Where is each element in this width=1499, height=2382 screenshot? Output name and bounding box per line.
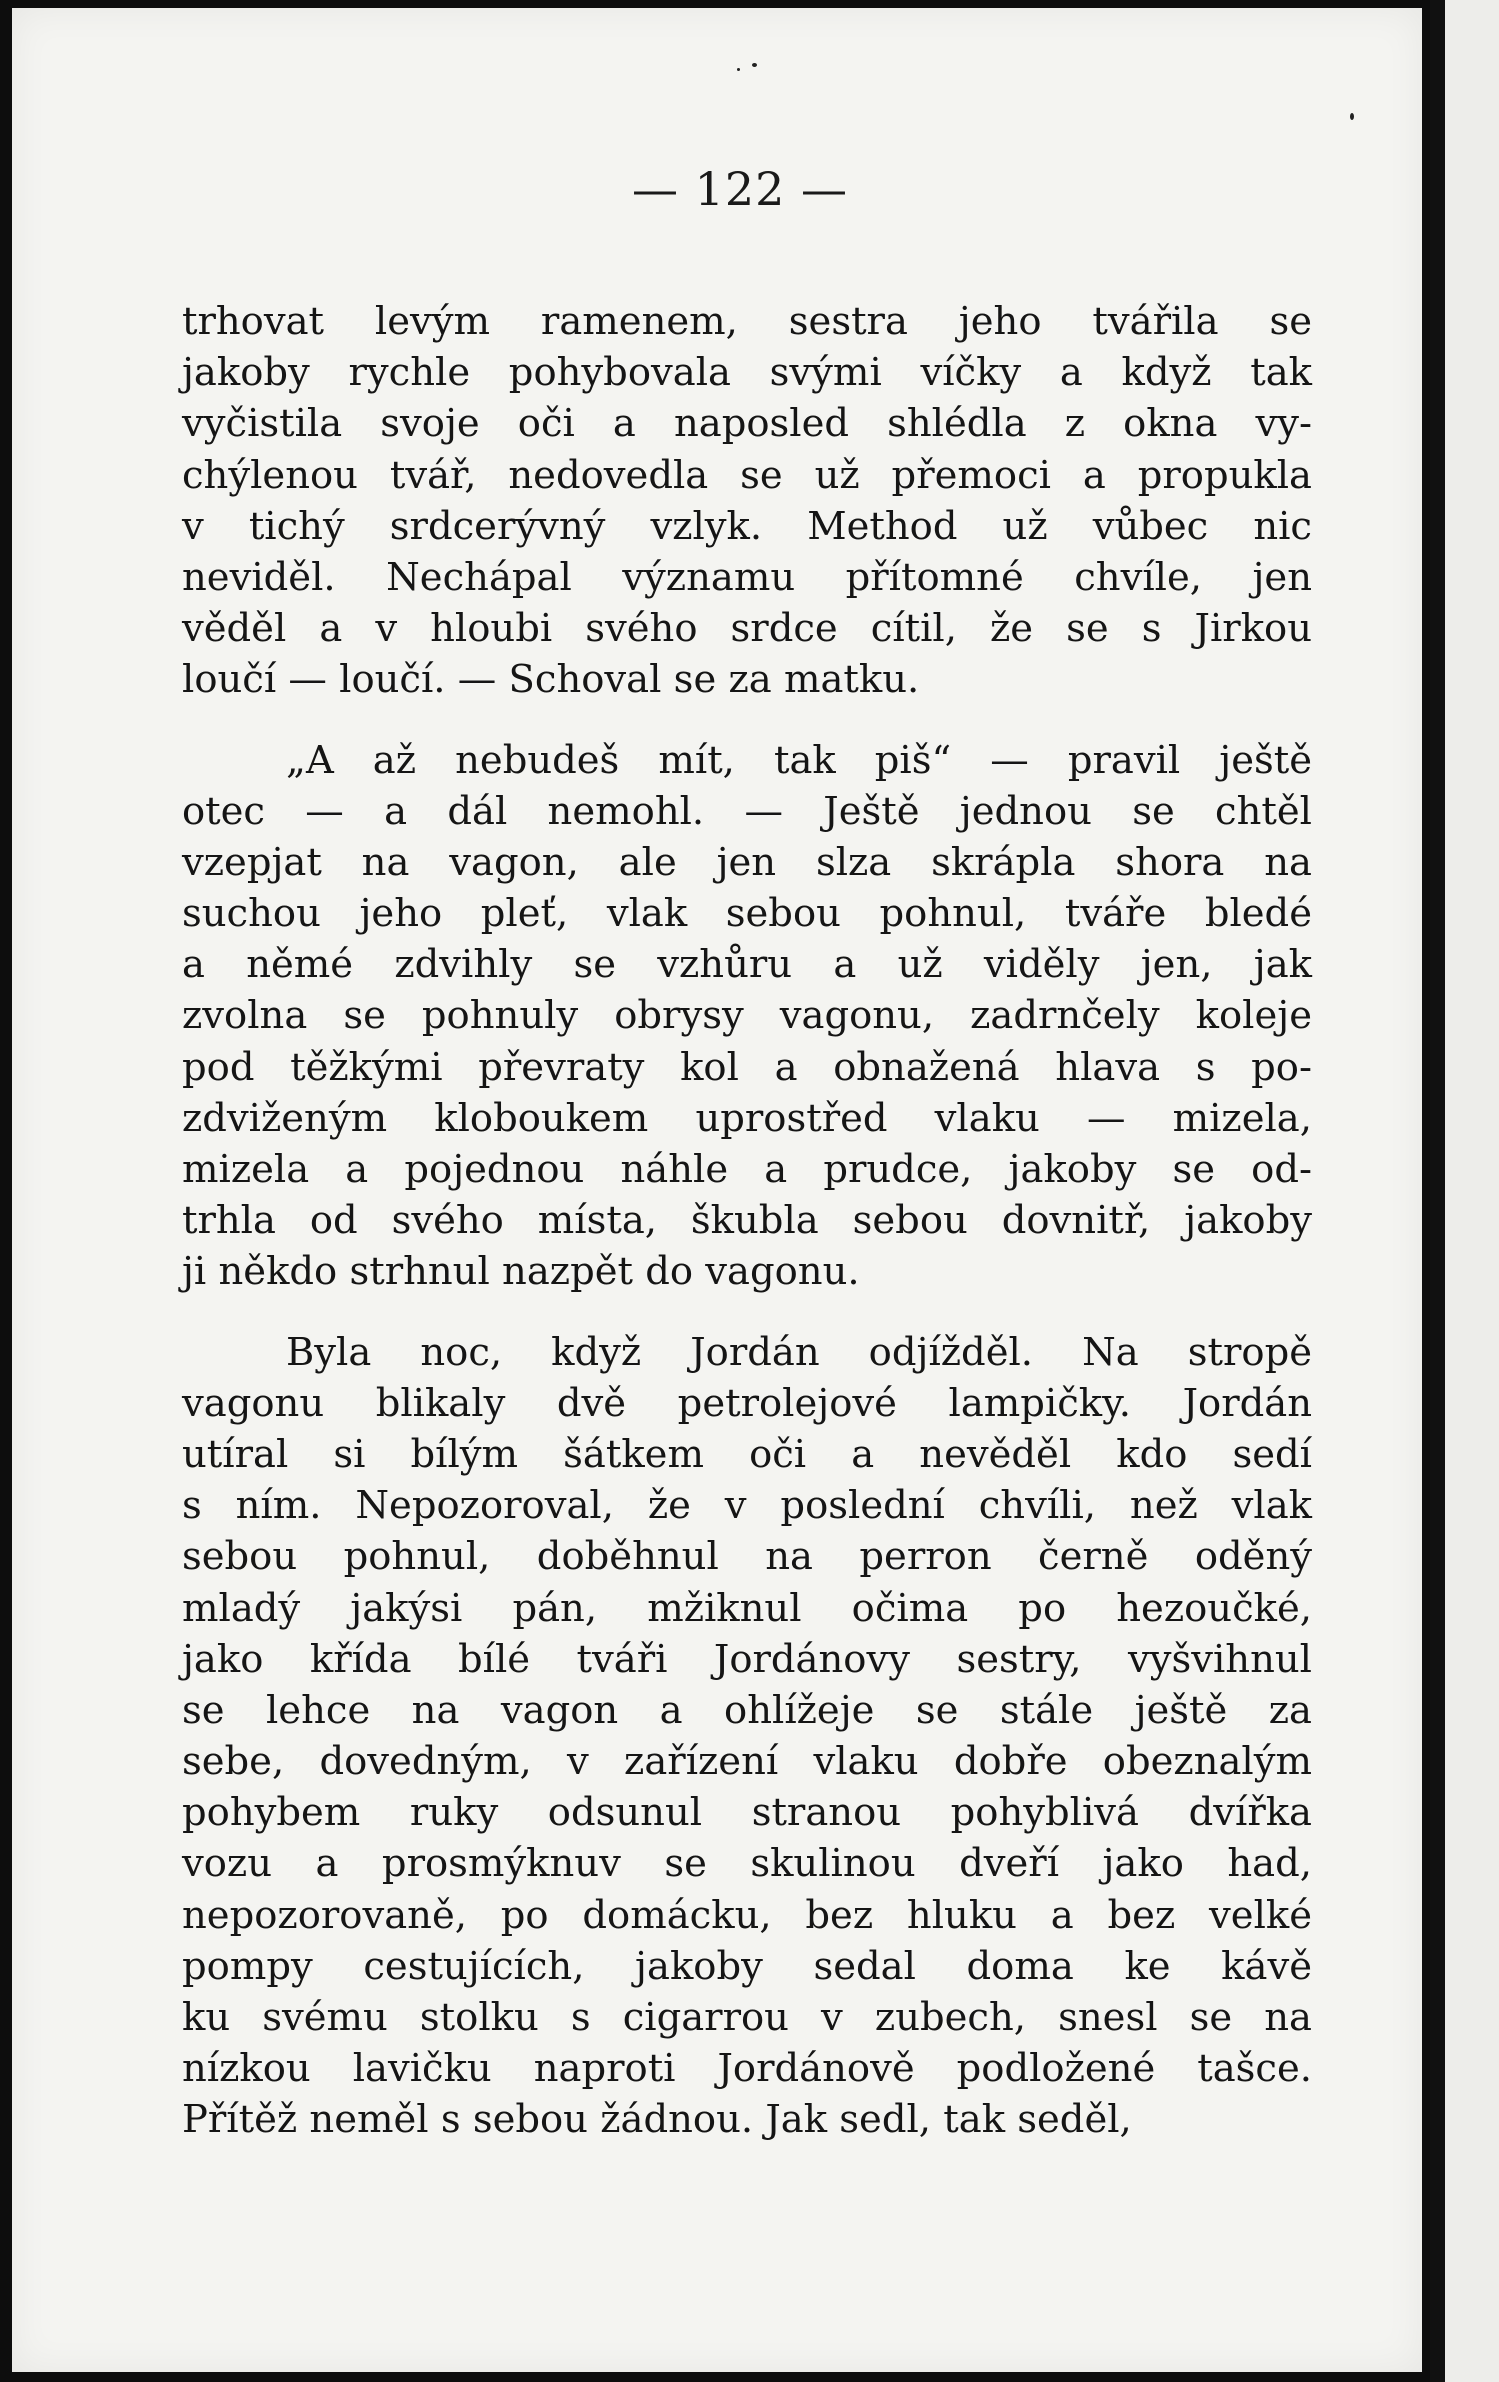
text-line: Přítěž neměl s sebou žádnou. Jak sedl, tak seděl,	[182, 2097, 1132, 2143]
text-line: a němé zdvihly se vzhůru a už viděly jen, jak	[182, 942, 1312, 988]
text-line: sebou pohnul, doběhnul na perron černě oděný	[182, 1534, 1312, 1580]
text-line: věděl a v hloubi svého srdce cítil, že se s Jirkou	[182, 606, 1312, 652]
text-line: v tichý srdcerývný vzlyk. Method už vůbec nic	[182, 503, 1312, 549]
text-line: se lehce na vagon a ohlížeje se stále ještě za	[182, 1687, 1312, 1733]
text-line: ji někdo strhnul nazpět do vagonu.	[182, 1249, 860, 1295]
text-line: mladý jakýsi pán, mžiknul očima po hezoučké,	[182, 1585, 1312, 1631]
text-line: utíral si bílým šátkem oči a nevěděl kdo sedí	[182, 1431, 1312, 1477]
paragraph	[182, 735, 1312, 1298]
text-line: s ním. Nepozoroval, že v poslední chvíli, než vlak	[182, 1483, 1312, 1529]
page-number: — 122 —	[631, 162, 849, 216]
text-line: vyčistila svoje oči a naposled shlédla z okna vy-	[182, 401, 1312, 447]
text-line: trhla od svého místa, škubla sebou dovnitř, jakoby	[182, 1198, 1312, 1244]
text-line: sebe, dovedným, v zařízení vlaku dobře obeznalým	[182, 1739, 1312, 1785]
ink-speck	[752, 63, 757, 67]
text-line: zvolna se pohnuly obrysy vagonu, zadrnčely koleje	[182, 993, 1312, 1039]
text-line: pod těžkými převraty kol a obnažená hlava s po-	[182, 1044, 1312, 1090]
text-line: suchou jeho pleť, vlak sebou pohnul, tváře bledé	[182, 891, 1312, 937]
text-line: zdviženým kloboukem uprostřed vlaku — mizela,	[182, 1095, 1312, 1141]
text-line: vzepjat na vagon, ale jen slza skrápla shora na	[182, 839, 1312, 885]
paragraph	[182, 296, 1312, 706]
text-line: „A až nebudeš mít, tak piš“ — pravil ještě	[286, 737, 1312, 783]
paragraph	[182, 1327, 1312, 2146]
text-line: otec — a dál nemohl. — Ještě jednou se chtěl	[182, 788, 1312, 834]
text-line: chýlenou tvář, nedovedla se už přemoci a propukla	[182, 452, 1312, 498]
text-line: nízkou lavičku naproti Jordánově podložené tašce.	[182, 2046, 1312, 2092]
text-line: jako křída bílé tváři Jordánovy sestry, vyšvihnul	[182, 1636, 1312, 1682]
text-line: loučí — loučí. — Schoval se za matku.	[182, 657, 920, 703]
text-line: Byla noc, když Jordán odjížděl. Na stropě	[286, 1329, 1312, 1375]
paragraph-gap	[182, 706, 1312, 735]
ink-speck	[737, 68, 740, 71]
text-line: vozu a prosmýknuv se skulinou dveří jako had,	[182, 1841, 1312, 1887]
page-edge-shadow	[1430, 0, 1445, 2382]
text-line: trhovat levým ramenem, sestra jeho tvářila se	[182, 299, 1312, 344]
ink-speck	[1350, 113, 1354, 120]
text-line: mizela a pojednou náhle a prudce, jakoby se od-	[182, 1147, 1312, 1192]
text-line: pohybem ruky odsunul stranou pohyblivá dvířka	[182, 1790, 1312, 1836]
text-line: ku svému stolku s cigarrou v zubech, snesl se na	[182, 1995, 1312, 2040]
next-page-edge	[1445, 0, 1499, 2382]
text-line: jakoby rychle pohybovala svými víčky a když tak	[182, 350, 1312, 396]
text-line: nepozorovaně, po domácku, bez hluku a bez velké	[182, 1892, 1312, 1938]
text-line: neviděl. Nechápal významu přítomné chvíle, jen	[182, 554, 1312, 600]
body-text	[182, 296, 1312, 2146]
paragraph-gap	[182, 1298, 1312, 1327]
text-line: pompy cestujících, jakoby sedal doma ke kávě	[182, 1943, 1312, 1989]
text-line: vagonu blikaly dvě petrolejové lampičky. Jordán	[182, 1380, 1312, 1426]
